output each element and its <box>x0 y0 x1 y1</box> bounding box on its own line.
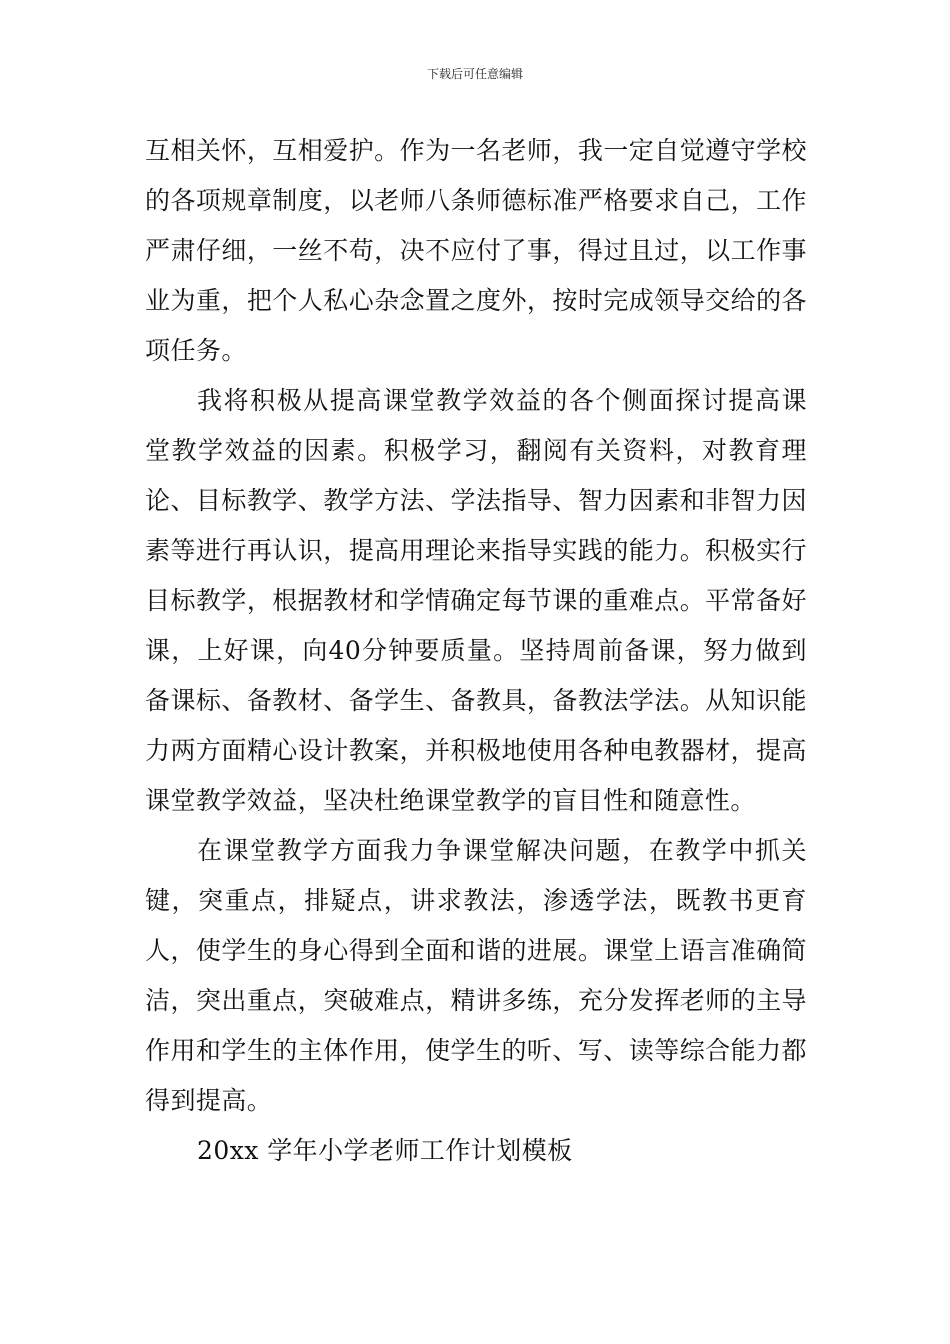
paragraph-1: 互相关怀，互相爱护。作为一名老师，我一定自觉遵守学校的各项规章制度，以老师八条师德标准严格要求自己，工作严肃仔细，一丝不苟，决不应付了事，得过且过，以工作事业为重，把个人私心杂念置之度外，按时完成领导交给的各项任务。 <box>145 136 807 365</box>
page-header-note: 下载后可任意编辑 <box>426 67 523 81</box>
paragraph-3: 在课堂教学方面我力争课堂解决问题，在教学中抓关键，突重点，排疑点，讲求教法，渗透学法，既教书更育人，使学生的身心得到全面和谐的进展。课堂上语言准确简洁，突出重点，突破难点，精讲多练，充分发挥老师的主导作用和学生的主体作用，使学生的听、写、读等综合能力都得到提高。 <box>145 836 807 1115</box>
document-body <box>145 126 807 1176</box>
paragraph-2: 我将积极从提高课堂教学效益的各个侧面探讨提高课堂教学效益的因素。积极学习，翻阅有关资料，对教育理论、目标教学、教学方法、学法指导、智力因素和非智力因素等进行再认识，提高用理论来指导实践的能力。积极实行目标教学，根据教材和学情确定每节课的重难点。平常备好课，上好课，向40分钟要质量。坚持周前备课，努力做到备课标、备教材、备学生、备教具，备教法学法。从知识能力两方面精心设计教案，并积极地使用各种电教器材，提高课堂教学效益，坚决杜绝课堂教学的盲目性和随意性。 <box>145 386 807 815</box>
section-title: 20xx 学年小学老师工作计划模板 <box>197 1136 573 1165</box>
